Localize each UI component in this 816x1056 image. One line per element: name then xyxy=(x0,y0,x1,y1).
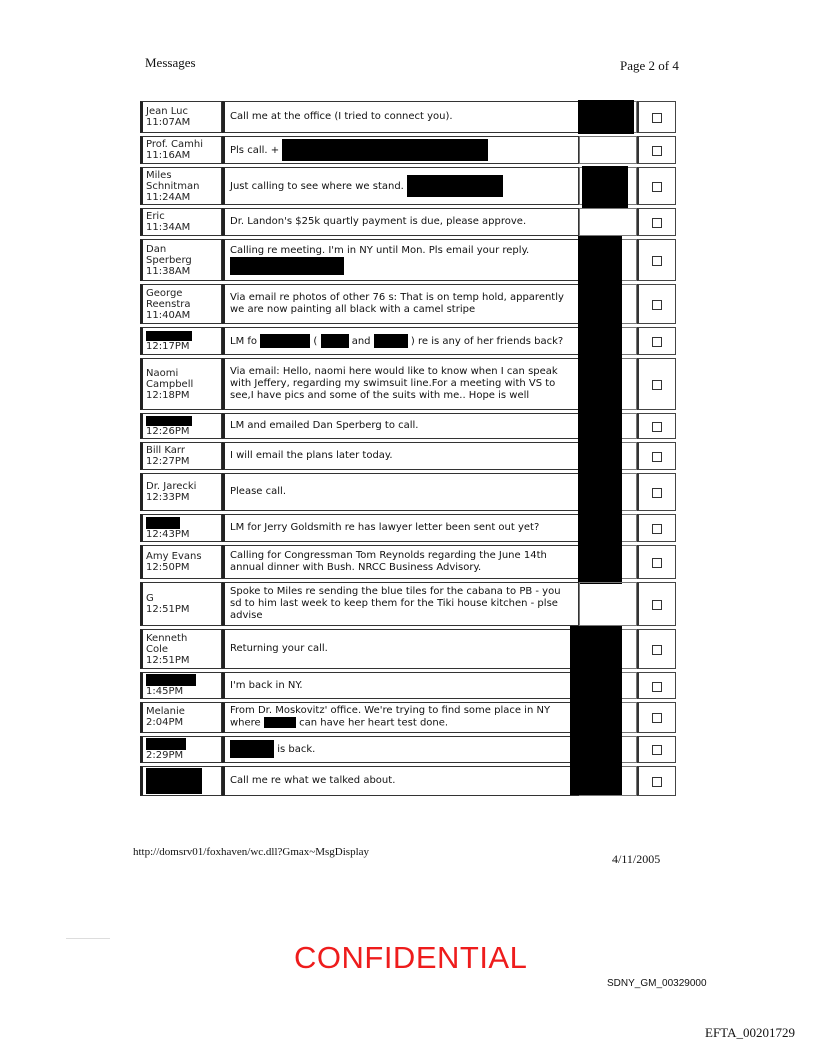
message-row xyxy=(140,413,676,439)
sender-cell: G 12:51PM xyxy=(140,582,222,626)
select-checkbox[interactable] xyxy=(652,745,662,755)
redaction-block xyxy=(374,334,408,348)
sender-cell: Dr. Jarecki 12:33PM xyxy=(140,473,222,511)
select-checkbox[interactable] xyxy=(652,113,662,123)
footer-date: 4/11/2005 xyxy=(612,852,661,866)
redaction-block xyxy=(146,416,192,426)
message-text: Call me at the office (I tried to connect you). xyxy=(222,101,579,133)
message-row xyxy=(140,136,676,164)
messages-table xyxy=(140,98,676,799)
redaction-block xyxy=(264,717,296,728)
select-checkbox[interactable] xyxy=(652,452,662,462)
redaction-block xyxy=(146,768,202,794)
message-row xyxy=(140,766,676,796)
footer-url: http://domsrv01/foxhaven/wc.dll?Gmax~MsgDisplay xyxy=(133,846,370,858)
message-row xyxy=(140,514,676,542)
message-text: LM and emailed Dan Sperberg to call. xyxy=(222,413,579,439)
sender-cell: Dan Sperberg 11:38AM xyxy=(140,239,222,281)
redaction-block xyxy=(570,733,622,767)
confidential-stamp: CONFIDENTIAL xyxy=(294,940,528,975)
select-checkbox[interactable] xyxy=(652,600,662,610)
message-row xyxy=(140,442,676,470)
redaction-block xyxy=(578,236,622,286)
message-row xyxy=(140,284,676,324)
sender-cell: George Reenstra 11:40AM xyxy=(140,284,222,324)
sender-cell: Jean Luc 11:07AM xyxy=(140,101,222,133)
message-text: Just calling to see where we stand. xyxy=(230,181,404,192)
redaction-block xyxy=(582,166,628,208)
sender-cell: 12:17PM xyxy=(140,327,222,355)
select-checkbox[interactable] xyxy=(652,777,662,787)
message-row xyxy=(140,545,676,579)
message-text: I'm back in NY. xyxy=(222,672,579,699)
select-checkbox[interactable] xyxy=(652,337,662,347)
redaction-block xyxy=(282,139,488,161)
select-checkbox[interactable] xyxy=(652,218,662,228)
redaction-block xyxy=(146,331,192,341)
divider xyxy=(66,938,110,939)
select-checkbox[interactable] xyxy=(652,256,662,266)
message-row xyxy=(140,582,676,626)
message-text: Calling re meeting. I'm in NY until Mon. Pls email your reply. xyxy=(230,245,530,256)
redaction-block xyxy=(321,334,349,348)
message-row xyxy=(140,327,676,355)
message-text-cell: LM fo ( and ) re is any of her friends back? xyxy=(222,327,579,355)
redaction-block xyxy=(578,355,622,415)
select-checkbox[interactable] xyxy=(652,713,662,723)
message-row xyxy=(140,736,676,763)
message-text: Returning your call. xyxy=(222,629,579,669)
message-row xyxy=(140,473,676,511)
redaction-block xyxy=(146,674,196,686)
message-row xyxy=(140,101,676,133)
message-text-cell xyxy=(222,167,579,205)
message-text: Calling for Congressman Tom Reynolds regarding the June 14th annual dinner with Bush. NRCC Business Advisory. xyxy=(222,545,579,579)
sender-cell: Amy Evans 12:50PM xyxy=(140,545,222,579)
redaction-block xyxy=(570,763,622,795)
message-row xyxy=(140,629,676,669)
page-number: Page 2 of 4 xyxy=(620,58,679,73)
message-text: Via email: Hello, naomi here would like to know when I can speak with Jeffery, regarding my swimsuit line.For a meeting with VS to see,I have pics and some of the suits with me.. Hope is well xyxy=(222,358,579,410)
sender-cell: 12:43PM xyxy=(140,514,222,542)
select-checkbox[interactable] xyxy=(652,380,662,390)
message-row xyxy=(140,167,676,205)
redaction-block xyxy=(570,699,622,735)
message-text-cell xyxy=(222,136,579,164)
message-text: Spoke to Miles re sending the blue tiles for the cabana to PB - you sd to him last week to keep them for the Tiki house kitchen - plse advise xyxy=(222,582,579,626)
message-text-cell xyxy=(222,239,579,281)
select-checkbox[interactable] xyxy=(652,300,662,310)
redaction-block xyxy=(146,517,180,529)
sender-cell: 12:26PM xyxy=(140,413,222,439)
message-text: Via email re photos of other 76 s: That is on temp hold, apparently we are now painting all black with a camel stripe xyxy=(222,284,579,324)
message-text-cell: From Dr. Moskovitz' office. We're trying to find some place in NY where can have her heart test done. xyxy=(222,702,579,733)
select-checkbox[interactable] xyxy=(652,182,662,192)
redaction-block xyxy=(578,100,634,134)
select-checkbox[interactable] xyxy=(652,524,662,534)
select-checkbox[interactable] xyxy=(652,558,662,568)
redaction-block xyxy=(578,542,622,584)
message-row xyxy=(140,672,676,699)
redaction-block xyxy=(260,334,310,348)
sender-cell: 2:29PM xyxy=(140,736,222,763)
sender-cell xyxy=(140,766,222,796)
message-text: Pls call. + xyxy=(230,145,280,156)
sender-cell: Melanie 2:04PM xyxy=(140,702,222,733)
redaction-block xyxy=(146,738,186,750)
redaction-block xyxy=(570,669,622,703)
efta-number: EFTA_00201729 xyxy=(705,1025,795,1040)
message-text: Dr. Landon's $25k quartly payment is due, please approve. xyxy=(222,208,579,236)
select-checkbox[interactable] xyxy=(652,682,662,692)
sender-cell: Bill Karr 12:27PM xyxy=(140,442,222,470)
select-checkbox[interactable] xyxy=(652,645,662,655)
redaction-block xyxy=(230,257,344,275)
sender-cell: 1:45PM xyxy=(140,672,222,699)
message-text: Please call. xyxy=(222,473,579,511)
redaction-block xyxy=(578,470,622,516)
sender-cell: Naomi Campbell 12:18PM xyxy=(140,358,222,410)
select-checkbox[interactable] xyxy=(652,422,662,432)
select-checkbox[interactable] xyxy=(652,488,662,498)
message-text: I will email the plans later today. xyxy=(222,442,579,470)
sender-cell: Eric 11:34AM xyxy=(140,208,222,236)
redaction-block xyxy=(578,281,622,329)
redaction-block xyxy=(570,626,622,674)
message-row xyxy=(140,208,676,236)
message-row xyxy=(140,702,676,733)
message-text: Call me re what we talked about. xyxy=(222,766,579,796)
message-text-cell xyxy=(222,736,579,763)
sender-cell: Kenneth Cole 12:51PM xyxy=(140,629,222,669)
redacted-column-cell xyxy=(579,101,637,133)
message-text: LM for Jerry Goldsmith re has lawyer letter been sent out yet? xyxy=(222,514,579,542)
bates-number: SDNY_GM_00329000 xyxy=(607,978,707,989)
redaction-block xyxy=(230,740,274,758)
message-row xyxy=(140,358,676,410)
sender-cell: Prof. Camhi 11:16AM xyxy=(140,136,222,164)
message-text: is back. xyxy=(277,744,316,755)
message-row xyxy=(140,239,676,281)
header-title: Messages xyxy=(145,55,196,70)
sender-cell: Miles Schnitman 11:24AM xyxy=(140,167,222,205)
select-checkbox[interactable] xyxy=(652,146,662,156)
redaction-block xyxy=(407,175,503,197)
